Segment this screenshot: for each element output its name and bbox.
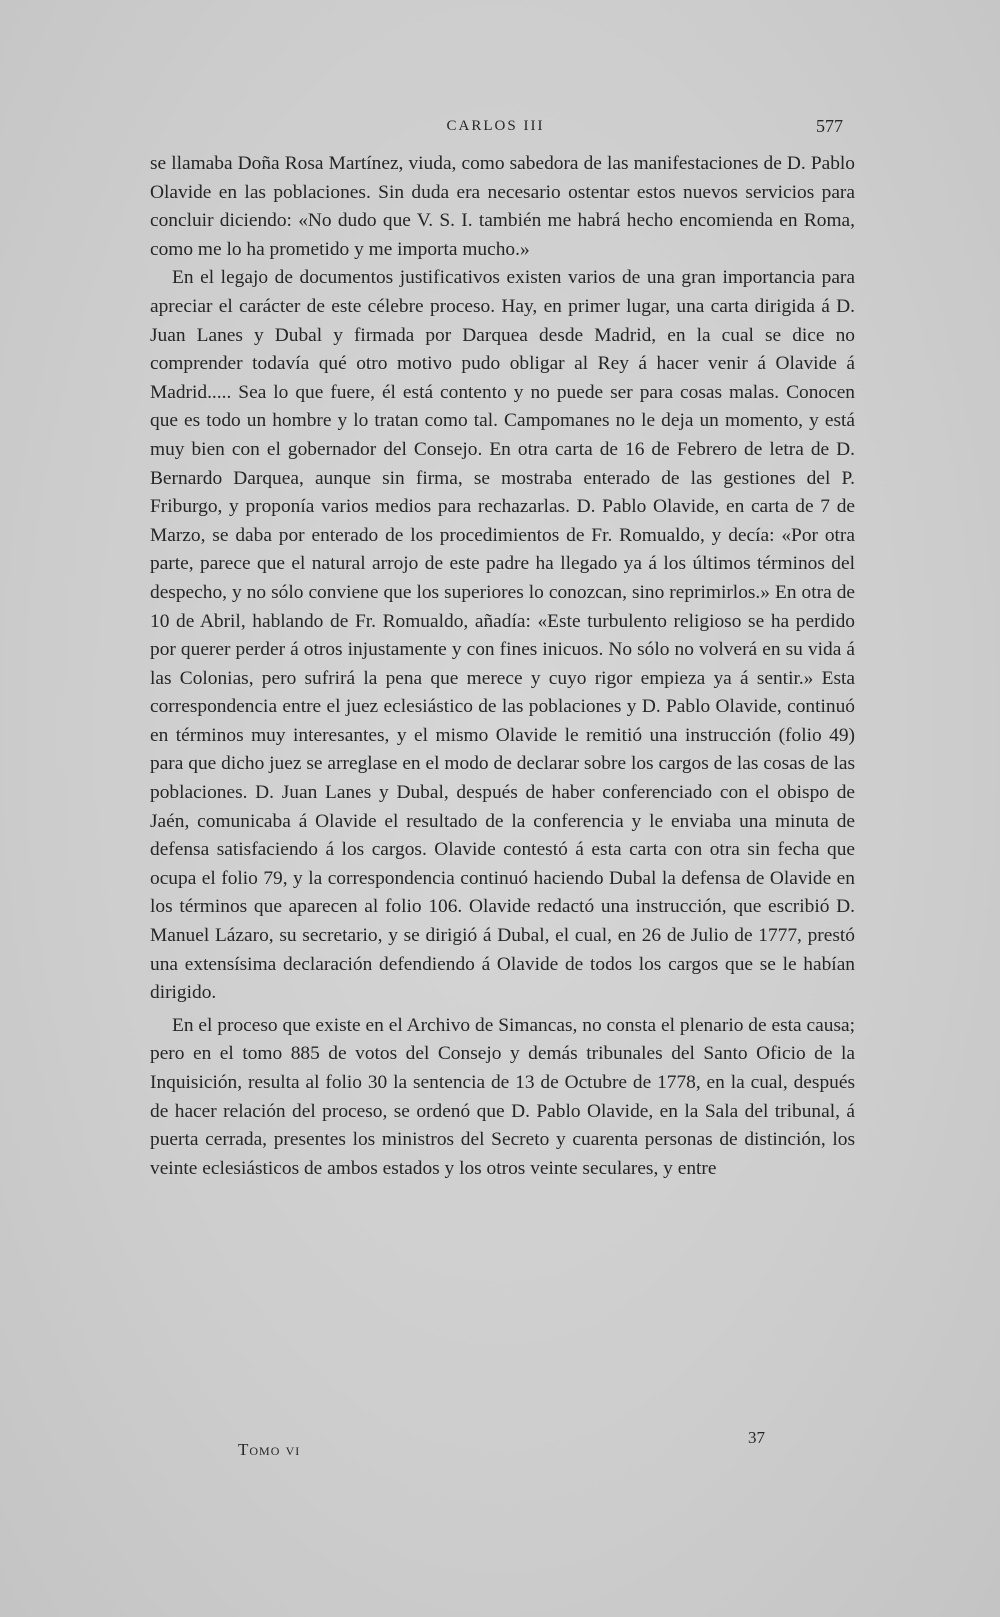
body-text bbox=[150, 150, 855, 1183]
paragraph-3: En el proceso que existe en el Archivo de Simancas, no consta el plenario de esta causa; pero en el tomo 885 de votos del Consejo y demás tribunales del Santo Oficio de la Inquisición, resulta al folio 30 la sentencia de 13 de Octubre de 1778, en la cual, después de hacer relación del proceso, se ordenó que D. Pablo Olavide, en la Sala del tribunal, á puerta cerrada, presentes los ministros del Secreto y cuarenta personas de distinción, los veinte eclesiásticos de ambos estados y los otros veinte seculares, y entre bbox=[150, 1014, 855, 1179]
signature-mark: 37 bbox=[748, 1428, 765, 1447]
running-title: CARLOS III bbox=[446, 118, 545, 134]
paragraph-1: se llamaba Doña Rosa Martínez, viuda, como sabedora de las manifestaciones de D. Pablo Olavide en las poblaciones. Sin duda era necesario ostentar estos nuevos servicios para concluir diciendo: «No dudo que V. S. I. también me habrá hecho encomienda en Roma, como me lo ha prometido y me importa mucho.» bbox=[150, 153, 855, 260]
volume-label: Tomo vi bbox=[238, 1440, 301, 1459]
page-footer bbox=[150, 1428, 855, 1468]
paragraph-2: En el legajo de documentos justificativos existen varios de una gran importancia para apreciar el carácter de este célebre proceso. Hay, en primer lugar, una carta dirigida á D. Juan Lanes y Dubal y firmada por Darquea desde Madrid, en la cual se dice no comprender todavía qué otro motivo pudo obligar al Rey á hacer venir á Olavide á Madrid..... Sea lo que fuere, él está contento y no puede ser para cosas malas. Conocen que es todo un hombre y lo tratan como tal. Campomanes no le deja un momento, y está muy bien con el gobernador del Consejo. En otra carta de 16 de Febrero de letra de D. Bernardo Darquea, aunque sin firma, se mostraba enterado de las gestiones del P. Friburgo, y proponía varios medios para rechazarlas. D. Pablo Olavide, en carta de 7 de Marzo, se daba por enterado de los procedimientos de Fr. Romualdo, y decía: «Por otra parte, parece que el natural arrojo de este padre ha llegado ya á los últimos términos del despecho, y no sólo conviene que los superiores lo conozcan, sino reprimirlos.» En otra de 10 de Abril, hablando de Fr. Romualdo, añadía: «Este turbulento religioso se ha perdido por querer perder á otros injustamente y con fines inicuos. No sólo no volverá en su vida á las Colonias, pero sufrirá la pena que merece y cuyo rigor empieza ya á sentir.» Esta correspondencia entre el juez eclesiástico de las poblaciones y D. Pablo Olavide, continuó en términos muy interesantes, y el mismo Olavide le remitió una instrucción (folio 49) para que dicho juez se arreglase en el modo de declarar sobre los cargos de las cosas de las poblaciones. D. Juan Lanes y Dubal, después de haber conferenciado con el obispo de Jaén, comunicaba á Olavide el resultado de la conferencia y le enviaba una minuta de defensa satisfaciendo á los cargos. Olavide contestó á esta carta con otra sin fecha que ocupa el folio 79, y la correspondencia continuó haciendo Dubal la defensa de Olavide en los términos que aparecen al folio 106. Olavide redactó una instrucción, que escribió D. Manuel Lázaro, su secretario, y se dirigió á Dubal, el cual, en 26 de Julio de 1777, prestó una extensísima declaración defendiendo á Olavide de todos los cargos que se le habían dirigido. bbox=[150, 267, 855, 1004]
running-head bbox=[148, 112, 843, 142]
page-number: 577 bbox=[816, 116, 843, 136]
